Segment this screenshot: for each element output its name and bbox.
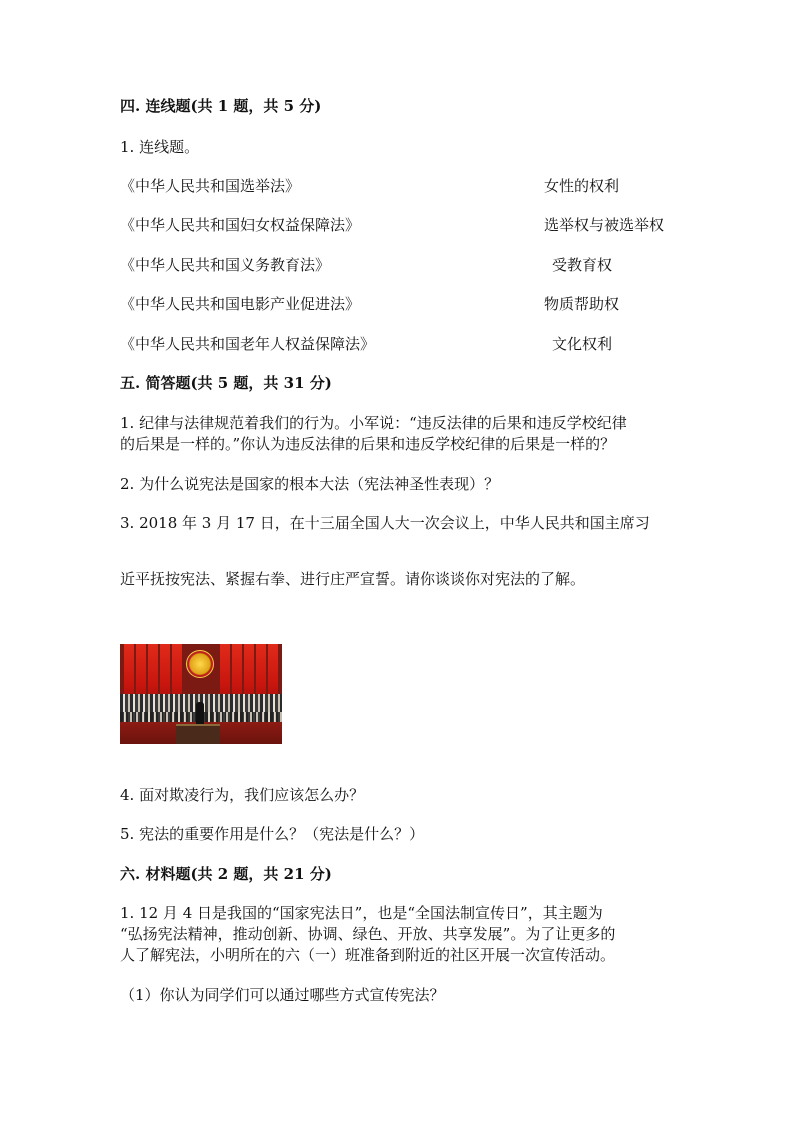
question-5-1-line-2: 的后果是一样的。”你认为违反法律的后果和违反学校纪律的后果是一样的？	[120, 435, 616, 453]
matching-left-3: 《中华人民共和国义务教育法》	[120, 256, 331, 274]
matching-right-3: 受教育权	[552, 256, 613, 274]
question-4-1: 1. 连线题。	[120, 138, 200, 156]
question-5-2: 2. 为什么说宪法是国家的根本大法（宪法神圣性表现）？	[120, 475, 500, 493]
matching-left-2: 《中华人民共和国妇女权益保障法》	[120, 216, 361, 234]
oath-ceremony-photo	[120, 644, 282, 744]
matching-left-5: 《中华人民共和国老年人权益保障法》	[120, 335, 376, 353]
matching-right-4: 物质帮助权	[544, 295, 620, 313]
matching-left-1: 《中华人民共和国选举法》	[120, 177, 301, 195]
question-5-4: 4. 面对欺凌行为，我们应该怎么办？	[120, 786, 365, 804]
matching-right-5: 文化权利	[552, 335, 613, 353]
matching-left-4: 《中华人民共和国电影产业促进法》	[120, 295, 361, 313]
question-6-1-sub-1: （1）你认为同学们可以通过哪些方式宣传宪法？	[120, 986, 445, 1004]
question-6-1-line-2: “弘扬宪法精神，推动创新、协调、绿色、开放、共享发展”。为了让更多的	[120, 925, 616, 943]
national-emblem-icon	[186, 650, 214, 678]
section-5-heading: 五. 简答题(共 5 题，共 31 分)	[120, 374, 332, 392]
question-5-3-line-2: 近平抚按宪法、紧握右拳、进行庄严宣誓。请你谈谈你对宪法的了解。	[120, 570, 586, 588]
question-6-1-line-3: 人了解宪法，小明所在的六（一）班准备到附近的社区开展一次宣传活动。	[120, 946, 616, 964]
question-5-5: 5. 宪法的重要作用是什么？（宪法是什么？）	[120, 825, 425, 843]
question-6-1-line-1: 1. 12 月 4 日是我国的“国家宪法日”，也是“全国法制宣传日”，其主题为	[120, 904, 603, 922]
matching-right-2: 选举权与被选举权	[544, 216, 665, 234]
question-5-3-line-1: 3. 2018 年 3 月 17 日，在十三届全国人大一次会议上，中华人民共和国主席习	[120, 514, 650, 532]
section-4-heading: 四. 连线题(共 1 题，共 5 分)	[120, 97, 322, 115]
section-6-heading: 六. 材料题(共 2 题，共 21 分)	[120, 865, 332, 883]
question-5-1-line-1: 1. 纪律与法律规范着我们的行为。小军说：“违反法律的后果和违反学校纪律	[120, 414, 627, 432]
matching-right-1: 女性的权利	[544, 177, 620, 195]
